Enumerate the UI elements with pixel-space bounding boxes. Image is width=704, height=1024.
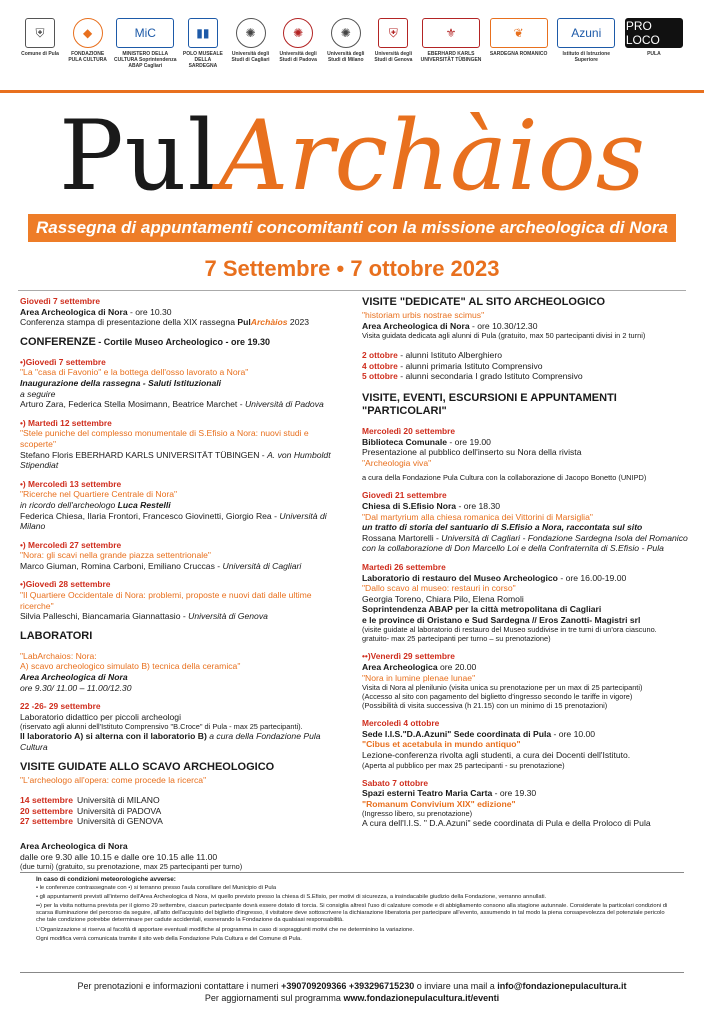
- list-item: 27 settembre Università di GENOVA: [20, 816, 163, 827]
- weather-notes: In caso di condizioni meteorologiche avverse: • le conferenze contrassegnate con •) si terranno presso l'aula consiliare del Municipio di Pula • gli appuntamenti previsti all'interno dell'Area Archeologica di Nora, ivi quello previsto presso la chiesa di S.Efisio, per motivi di sicurezza, a insindacabile giudizio della Fondazione, verranno annullati. ••) per la visita notturna prevista per il giorno 29 settembre, ciascun partecipante dovrà essere dotato di torcia. Si consiglia altresì l'uso di calzature comode e di abbigliamento consono alla stagione autunnale. Considerate la particolari condizioni di scarsa illuminazione del percorso da seguire, all'atto dell'acquisto del biglietto d'ingresso, il visitatore deve sottoscrivere la dichiarazione liberatoria per partecipare all'evento, assumendo in tal modo la piena consapevolezza del potenziale pericolo che tale condizione potrebbe determinare per cadute accidentali, esonerando la Fondazione da qualsiasi responsabilità. L'Organizzazione si riserva al facoltà di apportare eventuali modifiche al programma in caso di sopraggiunti motivi che ne determinino la variazione. Ogni modifica verrà comunicata tramite il sito web della Fondazione Pula Cultura e del Comune di Pula.: [20, 872, 684, 973]
- event-conference-2: •) Martedì 12 settembre "Stele puniche del complesso monumentale di S.Efisio a Nora: nuovi studi e scoperte" Stefano Floris EBERHARD KARLS UNIVERSITÄT TÜBINGEN - A. von Humboldt Stipendiat: [20, 417, 331, 471]
- top-divider: [0, 90, 704, 93]
- website-link[interactable]: www.fondazionepulacultura.it/eventi: [343, 993, 500, 1003]
- polo-museale-logo-icon: ▮▮: [188, 18, 218, 48]
- azuni-logo-icon: Azuni: [557, 18, 615, 48]
- list-item: 2 ottobre - alunni Istituto Alberghiero: [362, 350, 502, 361]
- event-lab-2: 22 -26- 29 settembre Laboratorio didattico per piccoli archeologi (riservato agli alunni dell'Istituto Comprensivo "B.Croce" di Pula - max 25 partecipanti). Il laboratorio A) si alterna con il laboratorio B) a cura della Fondazione Pula Cultura: [20, 701, 321, 752]
- ministero-cultura-logo-icon: MiC: [116, 18, 174, 48]
- event-conference-4: •) Mercoledì 27 settembre "Nora: gli scavi nella grande piazza settentrionale" Marco Giuman, Romina Carboni, Emiliano Cruccas - Università di Cagliari: [20, 539, 302, 571]
- logo-tubingen: ⚜ EBERHARD KARLS UNIVERSITÄT TÜBINGEN: [419, 18, 483, 63]
- seal-padova-icon: ✺: [283, 18, 313, 48]
- logo-azuni: Azuni Istituto di Istruzione Superiore: [554, 18, 618, 63]
- event-press-conference: Giovedì 7 settembre Area Archeologica di Nora - ore 10.30 Conferenza stampa di presentazione della XIX rassegna PulArchàios 2023: [20, 296, 310, 328]
- list-item: 5 ottobre - alunni secondaria I grado Istituto Comprensivo: [362, 371, 583, 382]
- event-biblioteca: Mercoledì 20 settembre Biblioteca Comunale - ore 19.00 Presentazione al pubblico dell'inserto su Nora della rivista "Archeologia viva" a cura della Fondazione Pula Cultura con la collaborazione di Jacopo Bonetto (UNIPD): [362, 425, 647, 483]
- email-link[interactable]: info@fondazionepulacultura.it: [497, 981, 627, 991]
- logo-unipd: ✺ Università degli Studi di Padova: [276, 18, 320, 63]
- logo-unige: ⛨ Università degli Studi di Genova: [371, 18, 415, 63]
- event-lab-1: "LabArchaios: Nora: A) scavo archeologico simulato B) tecnica della ceramica" Area Archeologica di Nora ore 9.30/ 11.00 – 11.00/12.30: [20, 650, 241, 693]
- logo-romanico: ❦ SARDEGNA ROMANICO: [487, 18, 551, 57]
- seal-cagliari-icon: ✺: [236, 18, 266, 48]
- section-heading-eventi: VISITE, EVENTI, ESCURSIONI E APPUNTAMENTI "PARTICOLARI": [362, 391, 617, 417]
- event-azuni: Mercoledì 4 ottobre Sede I.I.S."D.A.Azuni" Sede coordinata di Pula - ore 10.00 "Cibus et acetabula in mundo antiquo" Lezione-conferenza rivolta agli studenti, a cura dei Docenti dell'Istituto. (Aperta al pubblico per max 25 partecipanti - su prenotazione): [362, 718, 631, 770]
- list-item: 14 settembre Università di MILANO: [20, 795, 160, 806]
- event-conference-3: •) Mercoledì 13 settembre "Ricerche nel Quartiere Centrale di Nora" in ricordo dell'archeologo Luca Restelli Federica Chiesa, Ilaria Frontori, Francesco Giovinetti, Giorgio Rea - Università di Milano: [20, 478, 327, 532]
- date-range: 7 Settembre • 7 ottobre 2023: [204, 256, 500, 281]
- visit-list: [20, 795, 338, 827]
- phone-numbers[interactable]: +390709209366 +393296715230: [281, 981, 415, 991]
- logo-strip: [18, 18, 686, 76]
- event-notturna: ••)Venerdì 29 settembre Area Archeologica ore 20.00 "Nora in lumine plenae lunae" Visita di Nora al plenilunio (visita unica su prenotazione per un max di 25 partecipanti) (Accesso al sito con pagamento del biglietto d'ingresso secondo le tariffe in vigore) (Possibilità di visita successiva (h 21.15) con un minimo di 15 prenotazioni): [362, 651, 643, 711]
- logo-ministero: MiC MINISTERO DELLA CULTURA Soprintendenza ABAP Cagliari: [113, 18, 177, 69]
- visit-subtitle: "L'archeologo all'opera: come procede la ricerca": [20, 774, 207, 785]
- visit-info: Area Archeologica di Nora dalle ore 9.30 alle 10.15 e dalle ore 10.15 alle 11.00 (due turni) (gratuito, su prenotazione, max 25 partecipanti per turno): [20, 840, 243, 872]
- right-column: VISITE "DEDICATE" AL SITO ARCHEOLOGICO "historiam urbis nostrae scimus" Area Archeologica di Nora - ore 10.30/12.30 Visita guidata dedicata agli alunni di Pula (gratuito, max 50 partecipanti divisi in 2 turni) 2 ottobre - alunni Istituto Alberghiero 4 ottobre - alunni primaria Istituto Comprensivo 5 ottobre - alunni secondaria I grado Istituto Comprensivo VISITE, EVENTI, ESCURSIONI E APPUNTAMENTI "PARTICOLARI" Mercoledì 20 settembre Biblioteca Comunale - ore 19.00 Presentazione al pubblico dell'inserto su Nora della rivista "Archeologia viva" a cura della Fondazione Pula Cultura con la collaborazione di Jacopo Bonetto (UNIPD) Giovedì 21 settembre Chiesa di S.Efisio Nora - ore 18.30 "Dal martyrium alla chiesa romanica dei Vittorini di Marsiglia" un tratto di storia del santuario di S.Efisio a Nora, raccontata sul sito Rossana Martorelli - Università di Cagliari - Fondazione Sardegna Isola del Romanico con la collaborazione di Don Marcello Loi e della Confraternita di S.Efisio - Pula Martedì 26 settembre Laboratorio di restauro del Museo Archeologico - ore 16.00-19.00 "Dallo scavo al museo: restauri in corso" Georgia Toreno, Chiara Pilo, Elena Romoli Soprintendenza ABAP per la città metropolitana di Cagliari e le province di Oristano e Sud Sardegna // Eros Zanotti- Magistri srl (visite guidate al laboratorio di restauro del Museo suddivise in tre turni di un'ora ciascuno. gratuito- max 25 partecipanti per turno – su prenotazione) ••)Venerdì 29 settembre Area Archeologica ore 20.00 "Nora in lumine plenae lunae" Visita di Nora al plenilunio (visita unica su prenotazione per un max di 25 partecipanti) (Accesso al sito con pagamento del biglietto d'ingresso secondo le tariffe in vigore) (Possibilità di visita successiva (h 21.15) con un minimo di 15 prenotazioni) Mercoledì 4 ottobre Sede I.I.S."D.A.Azuni" Sede coordinata di Pula - ore 10.00 "Cibus et acetabula in mundo antiquo" Lezione-conferenza rivolta agli studenti, a cura dei Docenti dell'Istituto. (Aperta al pubblico per max 25 partecipanti - su prenotazione) Sabato 7 ottobre Spazi esterni Teatro Maria Carta - ore 19.30 "Romanum Convivium XIX" edizione" (Ingresso libero, su prenotazione) A cura dell'I.I.S. " D.A.Azuni" sede coordinata di Pula e della Proloco di Pula: [362, 296, 692, 837]
- subtitle-banner: Rassegna di appuntamenti concomitanti con la missione archeologica di Nora: [28, 214, 676, 242]
- section-heading-visite-guidate: VISITE GUIDATE ALLO SCAVO ARCHEOLOGICO: [20, 760, 275, 773]
- seal-genova-icon: ⛨: [378, 18, 408, 48]
- page-title: PulArchàios: [59, 100, 645, 212]
- logo-unica: ✺ Università degli Studi di Cagliari: [229, 18, 273, 63]
- section-heading-laboratori: LABORATORI: [20, 629, 93, 642]
- tubingen-logo-icon: ⚜: [422, 18, 480, 48]
- section-heading-conferenze: CONFERENZE - Cortile Museo Archeologico - ore 19.30: [20, 335, 270, 348]
- footer: Per prenotazioni e informazioni contattare i numeri +390709209366 +393296715230 o inviare una mail a info@fondazionepulacultura.it Per aggiornamenti sul programma www.fondazionepulacultura.it/eventi: [77, 981, 627, 1003]
- dedicated-visit-list: [362, 350, 692, 382]
- event-convivium: Sabato 7 ottobre Spazi esterni Teatro Maria Carta - ore 19.30 "Romanum Convivium XIX" edizione" (Ingresso libero, su prenotazione) A cura dell'I.I.S. " D.A.Azuni" sede coordinata di Pula e della Proloco di Pula: [362, 777, 651, 829]
- logo-fondazione: ◆ FONDAZIONE PULA CULTURA: [66, 18, 110, 63]
- logo-polo-museale: ▮▮ POLO MUSEALE DELLA SARDEGNA: [181, 18, 225, 69]
- crest-icon: ⛨: [25, 18, 55, 48]
- pula-cultura-logo-icon: ◆: [73, 18, 103, 48]
- event-chiesa-sefisio: Giovedì 21 settembre Chiesa di S.Efisio Nora - ore 18.30 "Dal martyrium alla chiesa romanica dei Vittorini di Marsiglia" un tratto di storia del santuario di S.Efisio a Nora, raccontata sul sito Rossana Martorelli - Università di Cagliari - Fondazione Sardegna Isola del Romanico con la collaborazione di Don Marcello Loi e della Confraternita di S.Efisio - Pula: [362, 490, 688, 554]
- left-column: [20, 296, 338, 879]
- logo-unimi: ✺ Università degli Studi di Milano: [324, 18, 368, 63]
- logo-proloco: PRO LOCO PULA: [622, 18, 686, 57]
- event-conference-5: •)Giovedì 28 settembre "Il Quartiere Occidentale di Nora: problemi, proposte e nuovi dati dalle ultime ricerche" Silvia Palleschi, Biancamaria Giannattasio - Università di Genova: [20, 579, 312, 622]
- list-item: 4 ottobre - alunni primaria Istituto Comprensivo: [362, 360, 543, 371]
- list-item: 20 settembre Università di PADOVA: [20, 805, 162, 816]
- event-conference-1: •)Giovedì 7 settembre "La "casa di Favonio" e la bottega dell'osso lavorato a Nora" Inaugurazione della rassegna - Saluti Istituzionali a seguire Arturo Zara, Federica Stella Mosimann, Beatrice Marchet - Università di Padova: [20, 356, 324, 410]
- sardegna-romanico-logo-icon: ❦: [490, 18, 548, 48]
- seal-milano-icon: ✺: [331, 18, 361, 48]
- logo-comune-pula: ⛨ Comune di Pula: [18, 18, 62, 57]
- section-heading-visite-dedicate: VISITE "DEDICATE" AL SITO ARCHEOLOGICO: [362, 296, 606, 308]
- divider: [18, 290, 686, 291]
- pro-loco-logo-icon: PRO LOCO: [625, 18, 683, 48]
- event-restauro: Martedì 26 settembre Laboratorio di restauro del Museo Archeologico - ore 16.00-19.00 "Dallo scavo al museo: restauri in corso" Georgia Toreno, Chiara Pilo, Elena Romoli Soprintendenza ABAP per la città metropolitana di Cagliari e le province di Oristano e Sud Sardegna // Eros Zanotti- Magistri srl (visite guidate al laboratorio di restauro del Museo suddivise in tre turni di un'ora ciascuno. gratuito- max 25 partecipanti per turno – su prenotazione): [362, 561, 657, 644]
